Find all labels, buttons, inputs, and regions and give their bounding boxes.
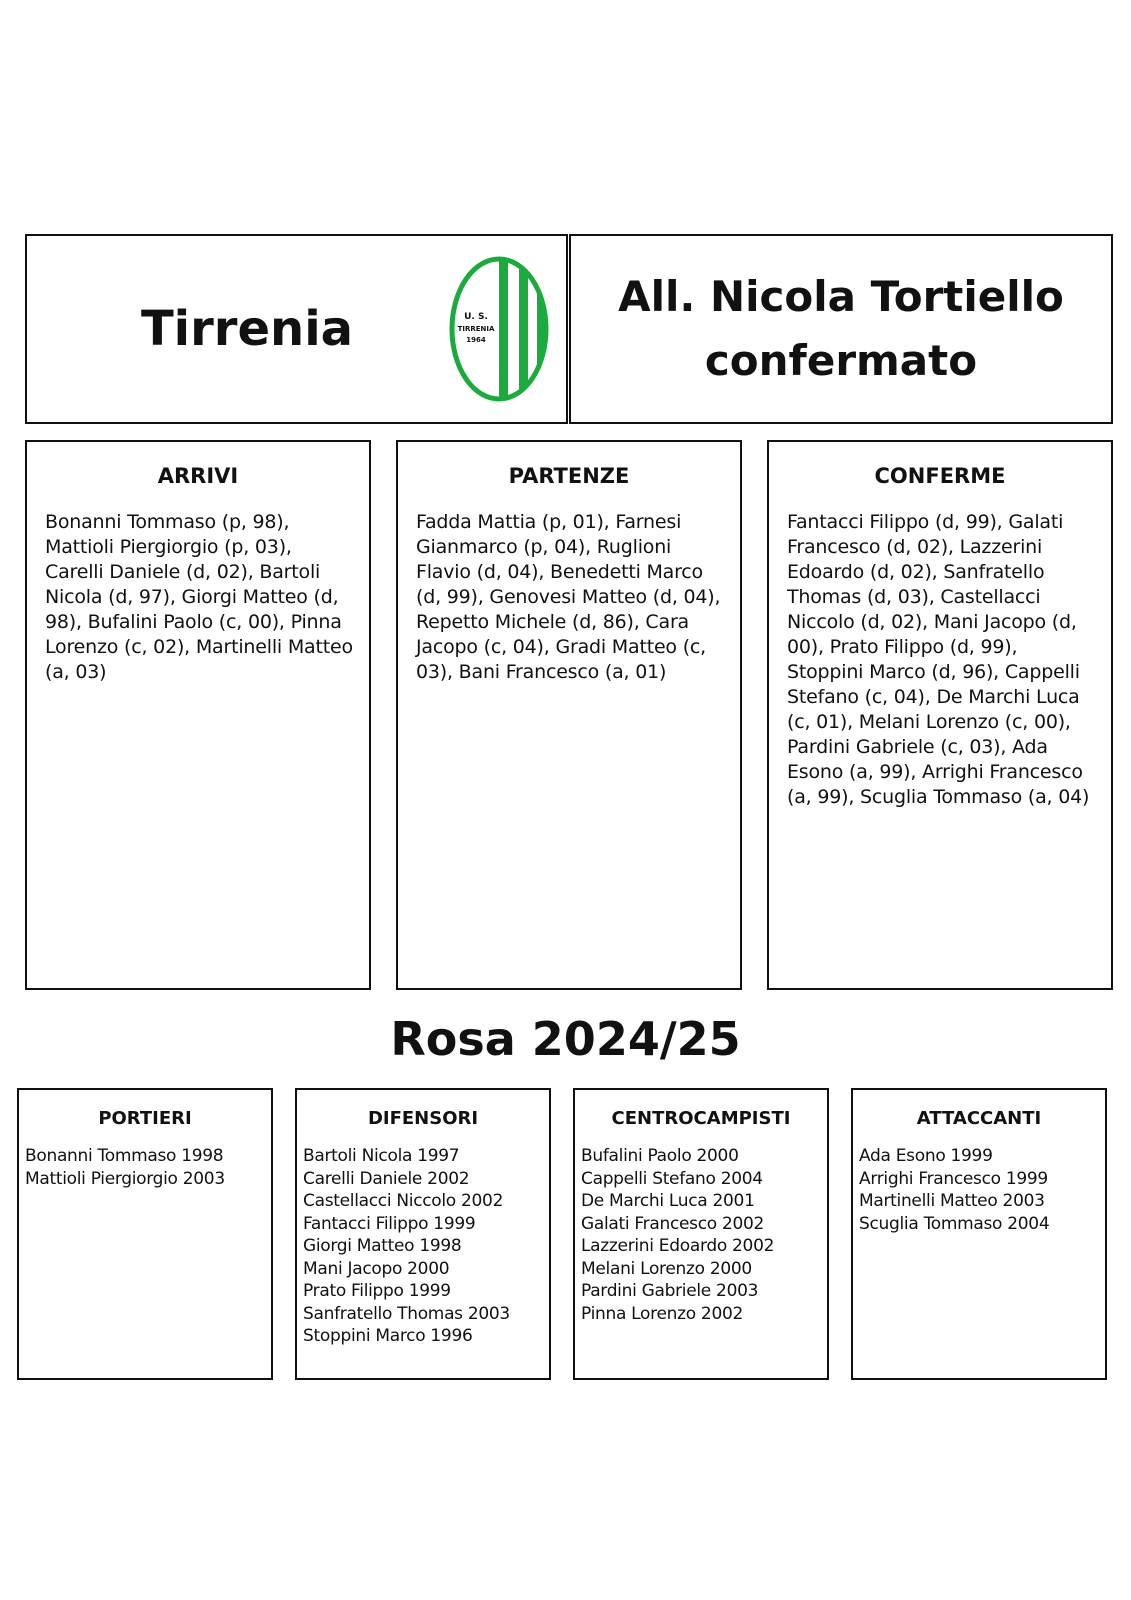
player-item: Mattioli Piergiorgio 2003 xyxy=(25,1168,225,1189)
attaccanti-list xyxy=(859,1145,1105,1235)
player-item: Bonanni Tommaso 1998 xyxy=(25,1146,224,1166)
player-item: Pardini Gabriele 2003 xyxy=(581,1281,759,1301)
logo-text-tirrenia: TIRRENIA xyxy=(457,325,495,333)
logo-text-us: U. S. xyxy=(464,312,488,322)
player-item: De Marchi Luca 2001 xyxy=(581,1191,755,1211)
partenze-text: Fadda Mattia (p, 01), Farnesi Gianmarco (p, 04), Ruglioni Flavio (d, 04), Benedetti Marco (d, 99), Genovesi Matteo (d, 04), Repetto Michele (d, 86), Cara Jacopo (c, 04), Gradi Matteo (c, 03), Bani Francesco (a, 01) xyxy=(416,511,721,683)
attaccanti-box xyxy=(851,1088,1107,1380)
partenze-box xyxy=(396,440,742,990)
conferme-box xyxy=(767,440,1113,990)
conferme-text: Fantacci Filippo (d, 99), Galati Francesco (d, 02), Lazzerini Edoardo (d, 02), Sanfratello Thomas (d, 03), Castellacci Niccolo (d, 02), Mani Jacopo (d, 00), Prato Filippo (d, 99), Stoppini Marco (d, 96), Cappelli Stefano (c, 04), De Marchi Luca (c, 01), Melani Lorenzo (c, 00), Pardini Gabriele (c, 03), Ada Esono (a, 99), Arrighi Francesco (a, 99), Scuglia Tommaso (a, 04) xyxy=(787,511,1090,808)
player-item: Arrighi Francesco 1999 xyxy=(859,1168,1048,1189)
arrivi-text: Bonanni Tommaso (p, 98), Mattioli Piergiorgio (p, 03), Carelli Daniele (d, 02), Bartoli Nicola (d, 97), Giorgi Matteo (d, 98), Bufalini Paolo (c, 00), Pinna Lorenzo (c, 02), Martinelli Matteo (a, 03) xyxy=(45,511,353,683)
player-item: Mani Jacopo 2000 xyxy=(303,1258,450,1279)
portieri-title: PORTIERI xyxy=(98,1108,192,1129)
player-item: Giorgi Matteo 1998 xyxy=(303,1236,462,1256)
player-item: Ada Esono 1999 xyxy=(859,1146,993,1166)
portieri-box xyxy=(17,1088,273,1380)
player-item: Fantacci Filippo 1999 xyxy=(303,1213,476,1234)
centrocampisti-title: CENTROCAMPISTI xyxy=(611,1108,791,1129)
centrocampisti-box xyxy=(573,1088,829,1380)
player-item: Cappelli Stefano 2004 xyxy=(581,1168,763,1189)
player-item: Castellacci Niccolo 2002 xyxy=(303,1191,504,1211)
difensori-box xyxy=(295,1088,551,1380)
player-item: Lazzerini Edoardo 2002 xyxy=(581,1236,775,1256)
portieri-list xyxy=(25,1145,271,1190)
centrocampisti-list xyxy=(581,1145,827,1325)
partenze-title: PARTENZE xyxy=(508,464,630,488)
logo-text-year: 1964 xyxy=(466,336,486,344)
club-logo xyxy=(449,256,549,402)
coach-line-1: All. Nicola Tortiello xyxy=(618,272,1064,321)
team-name: Tirrenia xyxy=(140,301,354,357)
player-item: Stoppini Marco 1996 xyxy=(303,1326,473,1346)
team-header-box xyxy=(25,234,568,424)
season-title: Rosa 2024/25 xyxy=(390,1012,741,1066)
player-item: Melani Lorenzo 2000 xyxy=(581,1258,752,1279)
coach-header-box xyxy=(569,234,1113,424)
arrivi-box xyxy=(25,440,371,990)
coach-announcement xyxy=(571,236,1111,422)
player-item: Bufalini Paolo 2000 xyxy=(581,1146,739,1166)
attaccanti-title: ATTACCANTI xyxy=(916,1108,1042,1129)
player-item: Martinelli Matteo 2003 xyxy=(859,1191,1045,1211)
difensori-list xyxy=(303,1145,549,1348)
difensori-title: DIFENSORI xyxy=(367,1108,479,1129)
player-item: Bartoli Nicola 1997 xyxy=(303,1146,460,1166)
arrivi-title: ARRIVI xyxy=(157,464,239,488)
player-item: Sanfratello Thomas 2003 xyxy=(303,1303,510,1324)
player-item: Galati Francesco 2002 xyxy=(581,1213,765,1234)
player-item: Pinna Lorenzo 2002 xyxy=(581,1303,743,1324)
player-item: Scuglia Tommaso 2004 xyxy=(859,1213,1050,1234)
player-item: Prato Filippo 1999 xyxy=(303,1281,451,1301)
conferme-title: CONFERME xyxy=(874,464,1006,488)
player-item: Carelli Daniele 2002 xyxy=(303,1168,470,1189)
coach-line-2: confermato xyxy=(704,336,978,385)
